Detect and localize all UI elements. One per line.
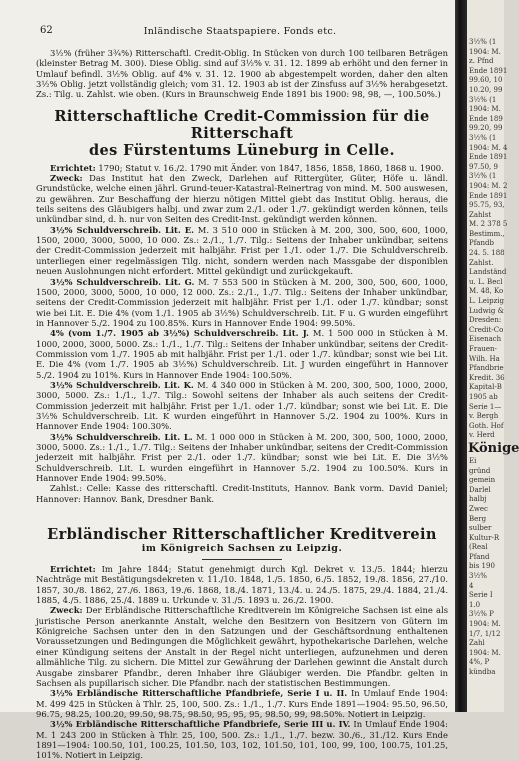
facing-line: 97.50, 9 — [469, 162, 498, 171]
facing-line: Ludwig & — [469, 306, 504, 315]
facing-line: Ende 189 — [469, 114, 503, 123]
facing-line: v. Herd — [469, 431, 495, 440]
facing-line: 24. 5. 188 — [469, 249, 505, 258]
facing-line: Dresden: — [469, 316, 502, 325]
section-title-line1: Ritterschaftliche Credit-Commission für die Ritterschaft — [54, 107, 430, 142]
facing-line: sulber — [469, 524, 492, 533]
paragraph-lit-l — [36, 432, 448, 484]
paragraph-established — [36, 163, 448, 173]
purpose-text: Das Institut hat den Zweck, Darlehen auf Rittergüter, Güter, Höfe u. ländl. Grundstücke, welche einen jährl. Grund-teuer-Katastral-Reinertrag von mind. M. 500 auswesen, zu gewähren. Zur Beschaffung der hierzu nötigen Mittel giebt das Institut Oblig. heraus, die teils seitens des Gläubigers halbj. und zwar zum 2./1. oder 1./7. gekündigt werden können, teils unkündbar sind, d. h. nur von Seiten des Credit-Inst. gekündigt werden können. — [36, 173, 448, 225]
lit-e-heading: 3½% Schuldverschreib. Lit. E. — [50, 224, 195, 235]
facing-page-text — [467, 0, 519, 678]
paragraph-s2-established — [36, 564, 448, 605]
facing-line: 99.20, 99 — [469, 124, 503, 133]
facing-line: Zahlst — [469, 210, 492, 219]
facing-line: Kultur-R — [469, 533, 500, 542]
facing-line: Wilh. Ha — [469, 354, 500, 363]
s2-established-label: Errichtet: — [50, 564, 96, 575]
facing-line: 95.75, 93, — [469, 201, 505, 210]
section2-title: Erbländischer Ritterschaftlicher Kreditverein — [47, 526, 437, 544]
facing-line: Berg — [469, 514, 487, 523]
lit-l-text: M. 1 000 000 in Stücken à M. 200, 300, 500, 1000, 2000, 3000, 5000. Zs.: 1./1., 1./7. Tilg.: Seitens der Inhaber unkündbar, seitens der Credit-Commission jederzeit mit halbjähr. Frist per 2./1. oder 1./7. kündbar; sonst wie bei Lit. E. Die 3½% Schuldverschreib. Lit. L wurden eingeführt in Hannover 5./2. 1904 zu 100.50%. Kurs in Hannover Ende 1904: 99.50%. — [36, 431, 448, 484]
pf1-heading: 3½% Erbländische Ritterschaftliche Pfandbriefe, Serie I u. II. — [50, 688, 348, 699]
facing-line: Bestimm., — [469, 229, 505, 238]
facing-line: Serie 1— — [469, 402, 502, 411]
paragraph-lit-e — [36, 225, 448, 277]
facing-line: 1905 ab — [469, 392, 498, 401]
facing-line: z. Pfnd — [469, 57, 494, 66]
paragraph-pfandbriefe-1 — [36, 688, 448, 719]
paragraph-s2-purpose — [36, 605, 448, 688]
facing-line: 3½% (1 — [469, 95, 497, 104]
pf1-text: In Umlauf Ende 1904: M. 499 425 in Stücken à Thlr. 25, 100, 500. Zs.: 1./1., 1./7. Kurs Ende 1891—1904: 95.50, 96.50, 96.75, 98.25, 100.20, 99.50, 98.75, 98.50, 95, 95, 95, 98.50, 99, 98.50%. Notiert in Leipzig. — [36, 688, 448, 719]
lit-j-heading: 4% (vom 1./7. 1905 ab 3½%) Schuldverschreib. Lit. J. — [50, 328, 309, 339]
facing-line: Pfandbrie — [469, 364, 504, 373]
facing-line: M. 2 378 5 — [469, 220, 508, 229]
facing-line: (Real — [469, 543, 488, 552]
section-title-line2: des Fürstentums Lüneburg in Celle. — [89, 141, 395, 159]
book-gutter — [455, 0, 467, 712]
facing-line: Ende 1891 — [469, 153, 508, 162]
facing-line: 99.60, 10 — [469, 76, 503, 85]
facing-line: Pfand — [469, 552, 490, 561]
facing-line: 3½% (1 — [469, 133, 497, 142]
facing-line: 1904: M. 4 — [469, 143, 508, 152]
facing-line: L. Leipzig — [469, 297, 505, 306]
facing-line: Serie I — [469, 591, 493, 600]
facing-page — [467, 0, 519, 712]
facing-line: Credit-Co — [469, 325, 504, 334]
paragraph-payable: Zahlst.: Celle: Kasse des ritterschaftl. Credit-Instituts, Hannov. Bank vorm. David Daniel; Hannover: Hannov. Bank, Dresdner Bank. — [36, 483, 448, 504]
facing-line: 1904: M. 2 — [469, 181, 508, 190]
facing-line: 1.0 — [469, 600, 481, 609]
facing-line: Ende 1891 — [469, 66, 508, 75]
facing-line: 4 — [469, 581, 474, 590]
lit-e-text: M. 3 510 000 in Stücken à M. 200, 300, 500, 600, 1000, 1500, 2000, 3000, 5000, 10 000. Zs.: 2./1., 1./7. Tilg.: Seitens der Inhaber unkündbar, seitens der Credit-Commission jederzeit mit halbjähr. Frist per 1./1. oder 1./7. Die Schuldverschreib. unterliegen einer regelmässigen Tilg. nicht, sondern werden nach Massgabe der disponiblen neuen Auslohnungen nicht erfordert. Mittel gekündigt und zurückgekauft. — [36, 224, 448, 277]
paragraph-purpose — [36, 173, 448, 225]
facing-line: Kapital-B — [469, 383, 502, 392]
facing-line: kündba — [469, 668, 496, 676]
facing-line: Pfandb — [469, 239, 494, 248]
facing-line: u. L. Becl — [469, 277, 503, 286]
facing-line: Zahlst. — [469, 258, 494, 267]
section2-subtitle: im Königreich Sachsen zu Leipzig. — [141, 543, 343, 555]
facing-line: Darlel — [469, 485, 491, 494]
divider-rule — [202, 559, 282, 560]
page-body — [36, 48, 448, 761]
facing-line: 10.20, 99 — [469, 85, 503, 94]
lit-k-text: M. 4 340 000 in Stücken à M. 200, 300, 500, 1000, 2000, 3000, 5000. Zs.: 1./1., 1./7. Tilg.: Sowohl seitens der Inhaber als auch seitens der Credit-Commission jederzeit mit halbjähr. Frist per 1./1. oder 1./7. kündbar; sonst wie bei Lit. E. Die 3½% Schuldverschreib. Lit. K wurden eingeführt in Hannover 5./2. 1904 zu 100%. Kurs in Hannover Ende 1904: 100.30%. — [36, 379, 448, 432]
facing-line: 1904: M. — [469, 105, 501, 114]
paragraph-credit-oblig: 3½% (früher 3¾%) Ritterschaftl. Credit-Oblig. In Stücken von durch 100 teilbaren Beträgen (kleinster Betrag M. 300). Diese Oblig. sind auf 3½% v. 31. 12. 1899 ab erhöht und den ferner in Umlauf befindl. 3½% Oblig. auf 4% v. 31. 12. 1900 ab abgestempelt worden, daher den alten 3½% Oblig. jetzt vollständig gleich; vom 31. 12. 1903 ab ist der Zinsfuss auf 3½% herabgesetzt. Zs.: Tilg. u. Zahlst. wie oben. (Kurs in Braunschweig Ende 1891 bis 1900: 98, 98, —, 100.50%.) — [36, 48, 448, 100]
facing-line: gründ — [469, 466, 491, 475]
paragraph-lit-g — [36, 277, 448, 329]
facing-line: v. Bergh — [469, 412, 499, 421]
pf2-heading: 3½% Erbländische Ritterschaftliche Pfandbriefe, Serie III u. IV. — [50, 719, 351, 730]
lit-g-text: M. 7 553 500 in Stücken à M. 200, 300, 500, 600, 1000, 1500, 2000, 3000, 5000, 10 000, 12 000. Zs.: 2./1., 1./7. Tilg.: Seitens der Inhaber unkündbar, seitens der Credit-Commission jederzeit mit halbjähr. Frist per 1./1. oder 1./7. kündbar; sonst wie bei Lit. E. Die 4% (vom 1./1. 1905 ab 3½%) Schuldverschreib. Lit. F u. G wurden eingeführt in Hannover 5./2. 1904 zu 100.85%. Kurs in Hannover Ende 1904: 99.50%. — [36, 276, 448, 328]
paragraph-pfandbriefe-2 — [36, 719, 448, 760]
facing-line: Goth. Hof — [469, 421, 504, 430]
lit-g-heading: 3½% Schuldverschreib. Lit. G. — [50, 276, 195, 287]
lit-l-heading: 3½% Schuldverschreib. Lit. L. — [50, 431, 193, 442]
page-number: 62 — [40, 25, 53, 36]
facing-heading: Könige — [468, 440, 519, 456]
lit-j-text: M. 1 500 000 in Stücken à M. 1000, 2000, 3000, 5000. Zs.: 1./1., 1./7. Tilg.: Seitens der Inhaber unkündbar, seitens der Credit-Commission vom 1./7. 1905 ab mit halbjähr. Frist per 1./1. oder 1./7. kündbar; sonst wie bei Lit. E. Die 4% (vom 1./7. 1905 ab 3½%) Schuldverschreib. Lit. J wurden eingeführt in Hannover 5./2. 1904 zu 101%. Kurs in Hannover Ende 1904: 100.50%. — [36, 328, 448, 380]
facing-line: 1/7, 1/12 — [469, 629, 501, 638]
facing-line: Ende 1891 — [469, 191, 508, 200]
facing-line: 1904: M. — [469, 620, 501, 629]
facing-line: Eisenach — [469, 335, 502, 344]
running-title: Inländische Staatspapiere. Fonds etc. — [143, 26, 337, 37]
lit-k-heading: 3½% Schuldverschreib. Lit. K. — [50, 379, 194, 390]
facing-line: gemein — [469, 476, 496, 485]
facing-line: M. 48, Ko — [469, 287, 504, 296]
s2-purpose-text: Der Erbländische Ritterschaftliche Kreditverein im Königreiche Sachsen ist eine als juristische Person anerkannte Anstalt, welche den Besitzern von Besitzern von Gütern im Königreiche Sachsen unter den in den Satzungen und der Geschäftsordnung enthaltenen Voraussetzungen und Bedingungen die Möglichkeit gewährt, hypothekarische Darlehen, welche einer Kündigung seitens der Anstalt in der Regel nicht unterliegen, aufzunehmen und deren allmähliche Tilg. zu sichern. Die Mittel zur Gewährung der Darlehen gewinnt die Anstalt durch Ausgabe zinsbarer Pfandbr., deren Inhaber ihre Gläubiger werden. Die Pfandbr. gelten in Sachsen als pupillarisch sicher. Die Pfandbr. nach der statistischen Bestimmungen. — [36, 605, 448, 688]
facing-line: 1904: M. — [469, 47, 501, 56]
facing-line: 1904: M. — [469, 648, 501, 657]
paragraph-lit-j — [36, 328, 448, 380]
facing-line: halbj — [469, 495, 487, 504]
facing-line: Frauen- — [469, 345, 497, 353]
facing-line: 4%, P — [469, 658, 490, 667]
facing-line: 3½% — [469, 572, 487, 581]
facing-line: Zwec — [469, 504, 488, 513]
established-text: 1790; Statut v. 16./2. 1790 mit Änder. von 1847, 1856, 1858, 1860, 1868 u. 1900. — [98, 162, 444, 173]
paragraph-lit-k — [36, 380, 448, 432]
facing-line: bis 190 — [469, 562, 495, 571]
facing-line: Kredit. 36 — [469, 373, 505, 382]
facing-line: Zahl — [469, 639, 485, 648]
s2-purpose-label: Zweck: — [50, 605, 83, 616]
s2-established-text: Im Jahre 1844; Statut genehmigt durch Kgl. Dekret v. 13./5. 1844; hierzu Nachträge mit Bestätigungsdekreten v. 11./10. 1848, 1./5. 1850, 6./5. 1852, 19./8. 1856, 27./10. 1857, 30./8. 1862, 27./6. 1863, 19./6. 1868, 18./4. 1871, 13./4. u. 24./5. 1875, 29./4. 1884, 21./4. 1885, 4./5. 1886, 25./4. 1889 u. Urkunde v. 31./5. 1893 u. 26./2. 1900. — [36, 564, 448, 606]
purpose-label: Zweck: — [50, 173, 83, 184]
facing-line: 3½% (1 — [469, 172, 497, 181]
established-label: Errichtet: — [50, 162, 96, 173]
pf2-text: In Umlauf Ende 1904: M. 1 243 200 in Stücken à Thlr. 25, 100, 500. Zs.: 1./1., 1./7. bezw. 30./6., 31./12. Kurs Ende 1891—1904: 100.50, 101, 100.25, 101.50, 103, 102, 101.50, 101, 100, 99, 100, 100.75, 101.25, 101%. Notiert in Leipzig. — [36, 719, 448, 761]
facing-line: 3½% (1 — [469, 38, 497, 46]
facing-line: Ei — [469, 456, 477, 465]
facing-line: 3½% P — [469, 610, 494, 619]
facing-line: Landständ — [469, 268, 507, 277]
